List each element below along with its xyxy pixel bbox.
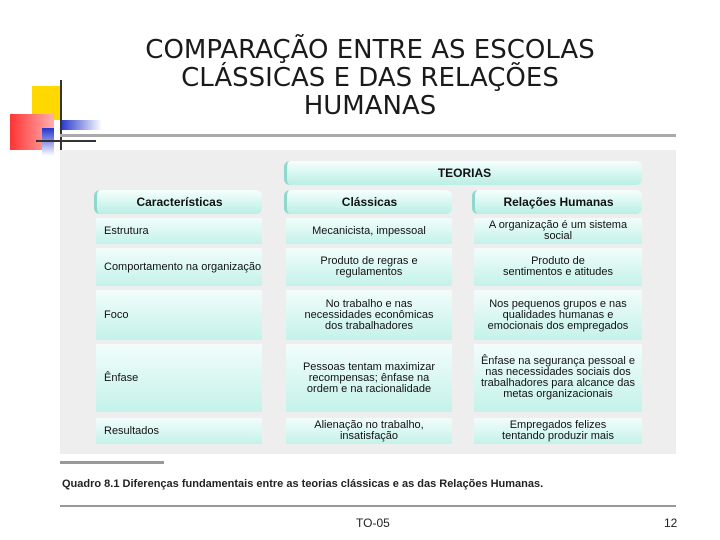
title-line-3: HUMANAS — [303, 91, 437, 121]
header-relacoes-humanas: Relações Humanas — [472, 190, 642, 214]
row-label-enfase: Ênfase — [96, 344, 262, 412]
cell-classicas-estrutura: Mecanicista, impessoal — [286, 218, 452, 244]
header-caracteristicas: Características — [94, 190, 262, 214]
bottom-divider — [60, 505, 676, 507]
cell-classicas-foco: No trabalho e nas necessidades econômicas dos trabalhadores — [286, 290, 452, 340]
row-label-estrutura: Estrutura — [96, 218, 262, 244]
cell-classicas-resultados: Alienação no trabalho, insatisfação — [286, 418, 452, 444]
horizontal-line — [36, 140, 96, 142]
table-caption — [62, 478, 543, 490]
top-divider — [60, 134, 676, 137]
decorative-squares — [8, 80, 98, 160]
vertical-line — [60, 80, 62, 160]
cell-relacoes-estrutura: A organização é um sistema social — [474, 218, 642, 244]
cell-relacoes-enfase: Ênfase na segurança pessoal e nas necessidades sociais dos trabalhadores para alcance das metas organizacionais — [474, 344, 642, 412]
blue-bar — [60, 120, 102, 130]
title-line-1: COMPARAÇÃO ENTRE AS ESCOLAS — [145, 35, 595, 65]
header-teorias: TEORIAS — [284, 161, 642, 185]
cell-relacoes-resultados: Empregados felizes tentando produzir mais — [474, 418, 642, 444]
row-label-resultados: Resultados — [96, 418, 262, 444]
cell-classicas-enfase: Pessoas tentam maximizar recompensas; ênfase na ordem e na racionalidade — [286, 344, 452, 412]
caption-number: Quadro 8.1 — [62, 478, 120, 490]
row-label-comportamento: Comportamento na organização — [96, 248, 262, 286]
title-line-2: CLÁSSICAS E DAS RELAÇÕES — [181, 63, 559, 93]
cell-relacoes-foco: Nos pequenos grupos e nas qualidades humanas e emocionais dos empregados — [474, 290, 642, 340]
blue-bar-vertical — [42, 128, 54, 156]
slide-title — [60, 36, 680, 120]
cell-classicas-comportamento: Produto de regras e regulamentos — [286, 248, 452, 286]
comparison-table — [60, 150, 676, 454]
page-number: 12 — [664, 516, 678, 530]
row-label-foco: Foco — [96, 290, 262, 340]
footer-code: TO-05 — [356, 516, 390, 530]
cell-relacoes-comportamento: Produto de sentimentos e atitudes — [474, 248, 642, 286]
caption-text: Diferenças fundamentais entre as teorias clássicas e as das Relações Humanas. — [122, 478, 544, 490]
header-classicas: Clássicas — [284, 190, 452, 214]
caption-divider — [60, 461, 164, 464]
